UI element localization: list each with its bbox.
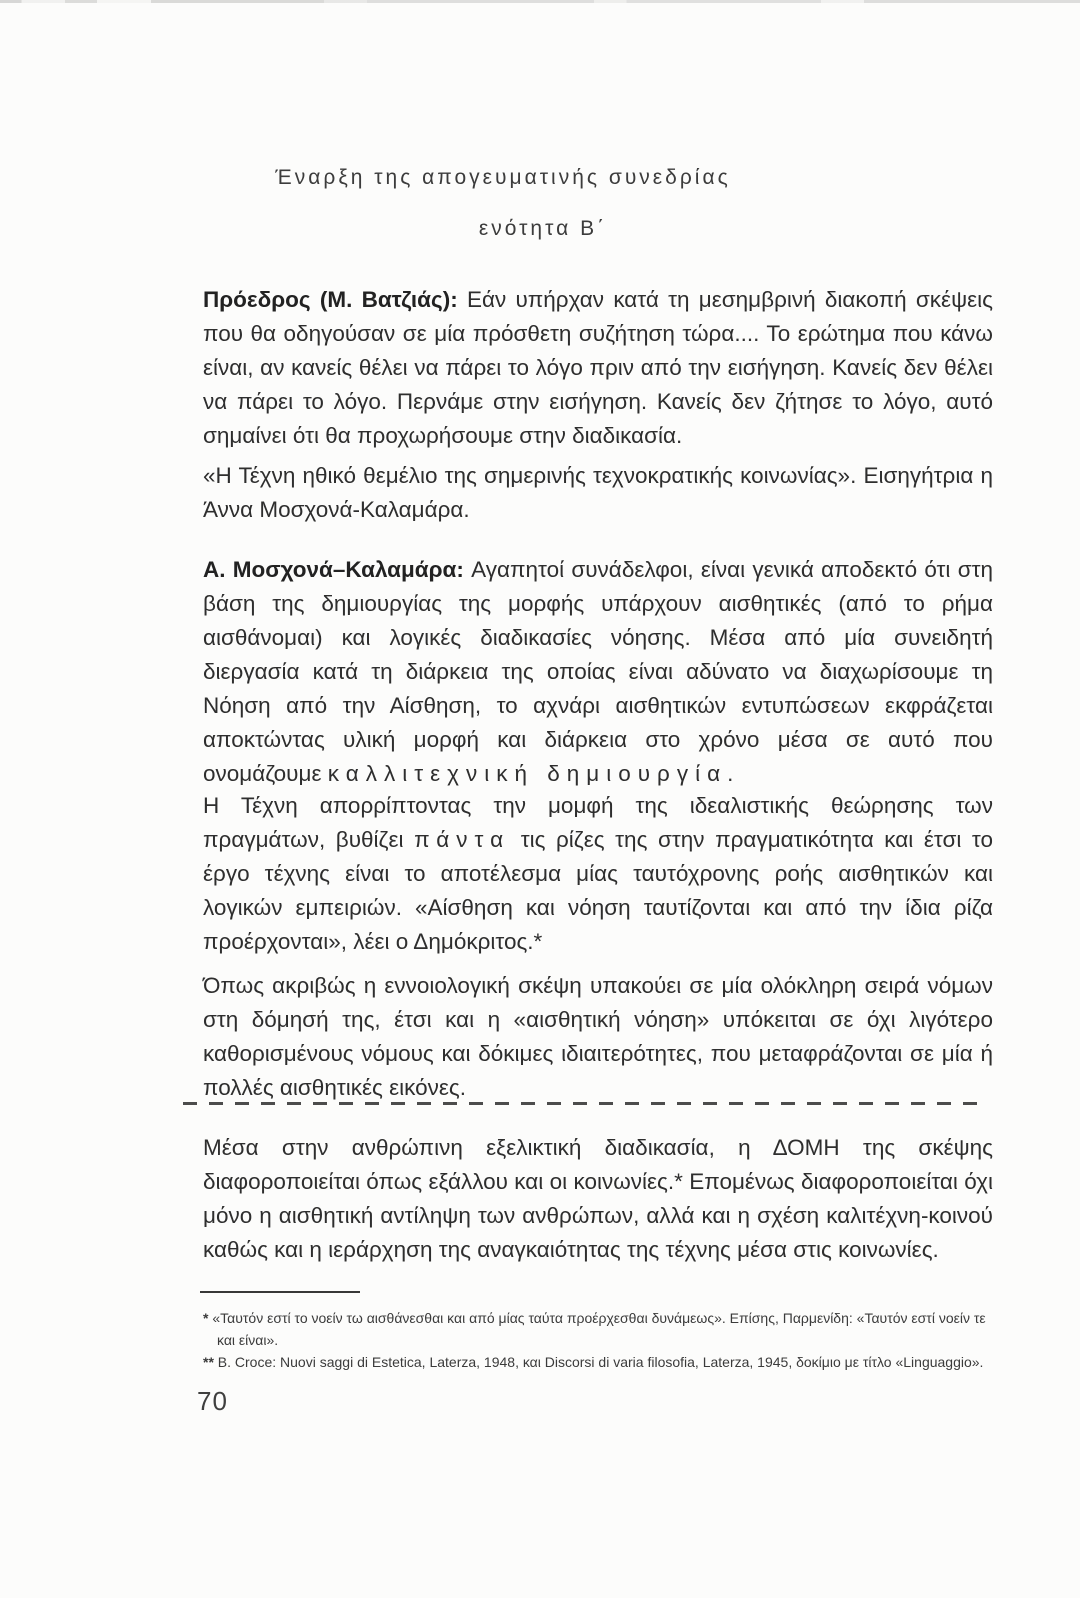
footnote-text: «Ταυτόν εστί το νοείν τω αισθάνεσθαι και από μίας ταύτα προέρχεσθαι δυνάμεως». Επίσης, Παρμενίδη: «Ταυτόν εστί νοείν τε και είναι». bbox=[212, 1310, 986, 1348]
speaker-label-moschona-kalamara: Α. Μοσχονά–Καλαμάρα: bbox=[203, 557, 472, 582]
footnote-marker: ** bbox=[203, 1354, 218, 1370]
emphasized-spaced-word: πάντα bbox=[414, 827, 511, 852]
paragraph-text: «Η Τέχνη ηθικό θεμέλιο της σημερινής τεχνοκρατικής κοινωνίας». Εισηγήτρια η Άννα Μοσχονά-Καλαμάρα. bbox=[203, 463, 993, 522]
footnote-rule bbox=[200, 1291, 360, 1293]
paragraph-text: Αγαπητοί συνάδελφοι, είναι γενικά αποδεκτό ότι στη βάση της δημιουργίας της μορφής υπάρχουν αισθητικές (από το ρήμα αισθάνομαι) και λογικές διαδικασίες νόησης. Μέσα από μία συνειδητή διεργασία κατά τη διάρκεια της οποίας είναι αδύνατο να διαχωρίσουμε τη Νόηση από την Αίσθηση, το αχνάρι αισθητικών εντυπώσεων εκφράζεται αποκτώντας υλική μορφή και διάρκεια στο χρόνο μέσα σε αυτό που ονομάζουμε bbox=[203, 557, 993, 786]
speaker-label-chairman: Πρόεδρος (Μ. Βατζιάς): bbox=[203, 287, 467, 312]
paragraph-structure-of-thought bbox=[203, 1131, 993, 1267]
page-title: Έναρξη της απογευματινής συνεδρίας bbox=[275, 166, 731, 189]
footnote-marker: * bbox=[203, 1310, 213, 1326]
paragraph-speaker-intro bbox=[203, 553, 993, 791]
paragraph-aesthetic-noesis bbox=[203, 969, 993, 1105]
page-subtitle: ενότητα Β΄ bbox=[478, 217, 608, 240]
dashed-separator bbox=[183, 1102, 985, 1105]
scan-artifact-top-edge bbox=[0, 0, 1080, 3]
paragraph-chairman-statement bbox=[203, 283, 993, 453]
footnote-2 bbox=[203, 1351, 1001, 1373]
paragraph-text: Η Τέχνη απορρίπτοντας την μομφή της ιδεαλιστικής θεώρησης των πραγμάτων, βυθίζει bbox=[203, 793, 993, 852]
footnote-text: Β. Croce: Nuovi saggi di Estetica, Laterza, 1948, και Discorsi di varia filosofia, Laterza, 1945, δοκίμιο με τίτλο «Linguaggio». bbox=[217, 1354, 984, 1370]
paragraph-text: Εάν υπήρχαν κατά τη μεσημβρινή διακοπή σκέψεις που θα οδηγούσαν σε μία πρόσθετη συζήτηση τώρα.... Το ερώτημα που κάνω είναι, αν κανείς θέλει να πάρει το λόγο πριν από την εισήγηση. Κανείς δεν θέλει να πάρει το λόγο. Περνάμε στην εισήγηση. Κανείς δεν ζήτησε το λόγο, αυτό σημαίνει ότι θα προχωρήσουμε στην διαδικασία. bbox=[203, 287, 993, 448]
page-number: 70 bbox=[197, 1386, 228, 1416]
paragraph-art-reality bbox=[203, 789, 993, 959]
paragraph-lecture-announcement bbox=[203, 459, 993, 527]
paragraph-text: Όπως ακριβώς η εννοιολογική σκέψη υπακούει σε μία ολόκληρη σειρά νόμων στη δόμησή της, έτσι και η «αισθητική νόηση» υπόκειται σε όχι λιγότερο καθορισμένους νόμους και δόκιμες ιδιαιτερότητες, που μεταφράζονται σε μία ή πολλές αισθητικές εικόνες. bbox=[203, 973, 993, 1100]
footnote-1 bbox=[203, 1307, 1001, 1351]
paragraph-text: Μέσα στην ανθρώπινη εξελικτική διαδικασία, η ΔΟΜΗ της σκέψης διαφοροποιείται όπως εξάλλου και οι κοινωνίες.* Επομένως διαφοροποιείται όχι μόνο η αισθητική αντίληψη των ανθρώπων, αλλά και η σχέση καλιτέχνη-κοινού καθώς και η ιεράρχηση της αναγκαιότητας της τέχνης μέσα στις κοινωνίες. bbox=[203, 1135, 993, 1262]
emphasized-spaced-phrase: καλλιτεχνική δημιουργία bbox=[327, 761, 728, 786]
paragraph-text: . bbox=[727, 761, 734, 786]
paragraph-text: τις ρίζες της στην πραγματικότητα και έτσι το έργο τέχνης είναι το αποτέλεσμα μίας ταυτόχρονης ροής αισθητικών και λογικών εμπειριών. «Αίσθηση και νόηση ταυτίζονται και από την ίδια ρίζα προέρχονται», λέει ο Δημόκριτος.* bbox=[203, 827, 993, 954]
